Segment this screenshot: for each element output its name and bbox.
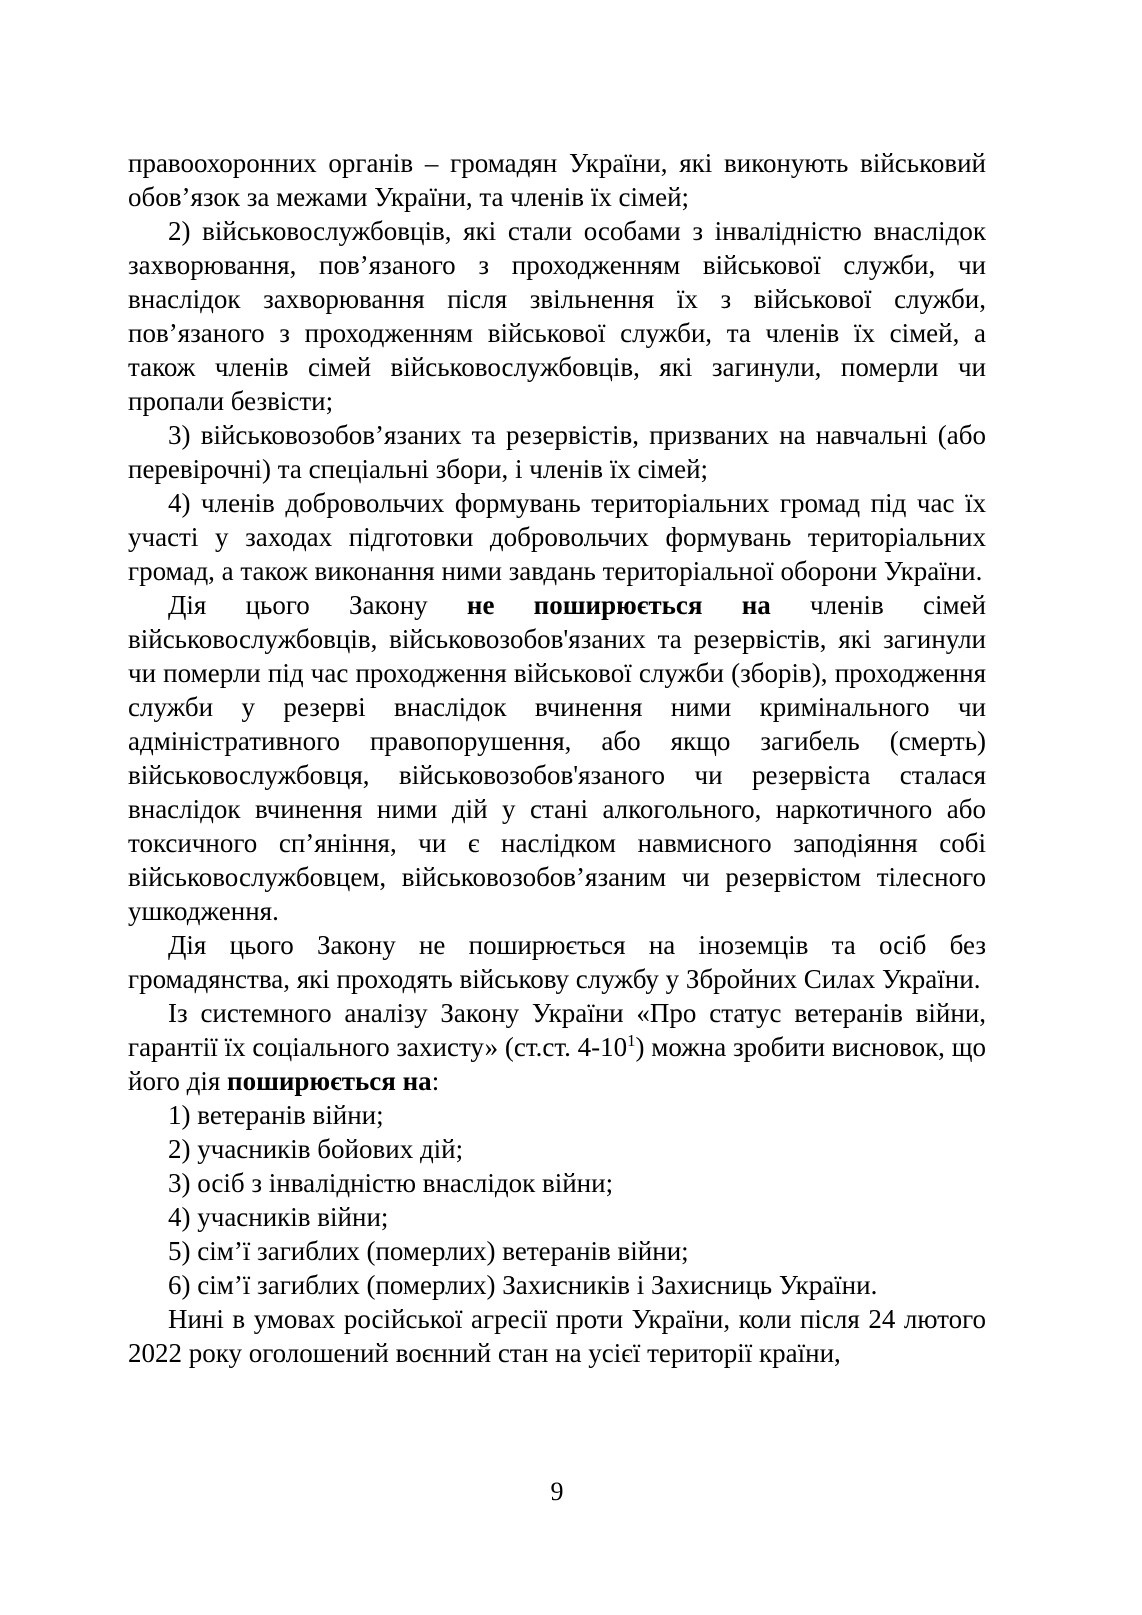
body-text: 6) сім’ї загиблих (померлих) Захисників і Захисниць України.	[168, 1270, 878, 1300]
paragraph	[128, 996, 986, 1098]
paragraph	[128, 1302, 986, 1370]
bold-text: не поширюється на	[466, 590, 771, 620]
page-text	[128, 146, 986, 1370]
body-text: Нині в умовах російської агресії проти України, коли після 24 лютого 2022 року оголошений воєнний стан на усієї території країни,	[128, 1304, 986, 1368]
body-text: 3) осіб з інвалідністю внаслідок війни;	[168, 1168, 614, 1198]
body-text: правоохоронних органів – громадян України, які виконують військовий обов’язок за межами України, та членів їх сімей;	[128, 148, 986, 212]
body-text: ) можна зробити висновок, що його дія	[128, 1032, 986, 1096]
paragraph	[128, 1200, 986, 1234]
paragraph	[128, 588, 986, 928]
body-text: Дія цього Закону	[168, 590, 467, 620]
body-text: 2) військовослужбовців, які стали особами з інвалідністю внаслідок захворювання, пов’язаного з проходженням військової служби, чи внаслідок захворювання після звільнення їх з військової служби, пов’язаного з проходженням військової служби, та членів їх сімей, а також членів сімей військовослужбовців, які загинули, померли чи пропали безвісти;	[128, 216, 986, 416]
body-text: 4) учасників війни;	[168, 1202, 389, 1232]
body-text: Із системного аналізу Закону України «Про статус ветеранів війни, гарантії їх соціального захисту» (ст.ст. 4-10	[128, 998, 986, 1062]
body-text: 3) військовозобов’язаних та резервістів, призваних на навчальні (або перевірочні) та спеціальні збори, і членів їх сімей;	[128, 420, 986, 484]
paragraph	[128, 418, 986, 486]
body-text: 5) сім’ї загиблих (померлих) ветеранів війни;	[168, 1236, 689, 1266]
body-text: членів сімей військовослужбовців, військовозобов'язаних та резервістів, які загинули чи померли під час проходження військової служби (зборів), проходження служби у резерві внаслідок вчинення ними кримінального чи адміністративного правопорушення, або якщо загибель (смерть) військовослужбовця, військовозобов'язаного чи резервіста сталася внаслідок вчинення ними дій у стані алкогольного, наркотичного або токсичного сп’яніння, чи є наслідком навмисного заподіяння собі військовослужбовцем, військовозобов’язаним чи резервістом тілесного ушкодження.	[128, 590, 986, 926]
page-number: 9	[550, 1477, 564, 1506]
paragraph	[128, 1166, 986, 1200]
paragraph	[128, 1098, 986, 1132]
page-footer	[128, 1477, 986, 1507]
bold-text: поширюється на	[227, 1066, 432, 1096]
paragraph	[128, 486, 986, 588]
paragraph	[128, 146, 986, 214]
paragraph	[128, 928, 986, 996]
body-text: Дія цього Закону не поширюється на іноземців та осіб без громадянства, які проходять військову службу у Збройних Силах України.	[128, 930, 986, 994]
body-text: :	[431, 1066, 440, 1096]
paragraph	[128, 1268, 986, 1302]
paragraph	[128, 1132, 986, 1166]
body-text: 1) ветеранів війни;	[168, 1100, 384, 1130]
paragraph	[128, 1234, 986, 1268]
paragraph	[128, 214, 986, 418]
body-text: 4) членів добровольчих формувань територіальних громад під час їх участі у заходах підготовки добровольчих формувань територіальних громад, а також виконання ними завдань територіальної оборони України.	[128, 488, 986, 586]
superscript-text: 1	[627, 1031, 636, 1050]
body-text: 2) учасників бойових дій;	[168, 1134, 464, 1164]
